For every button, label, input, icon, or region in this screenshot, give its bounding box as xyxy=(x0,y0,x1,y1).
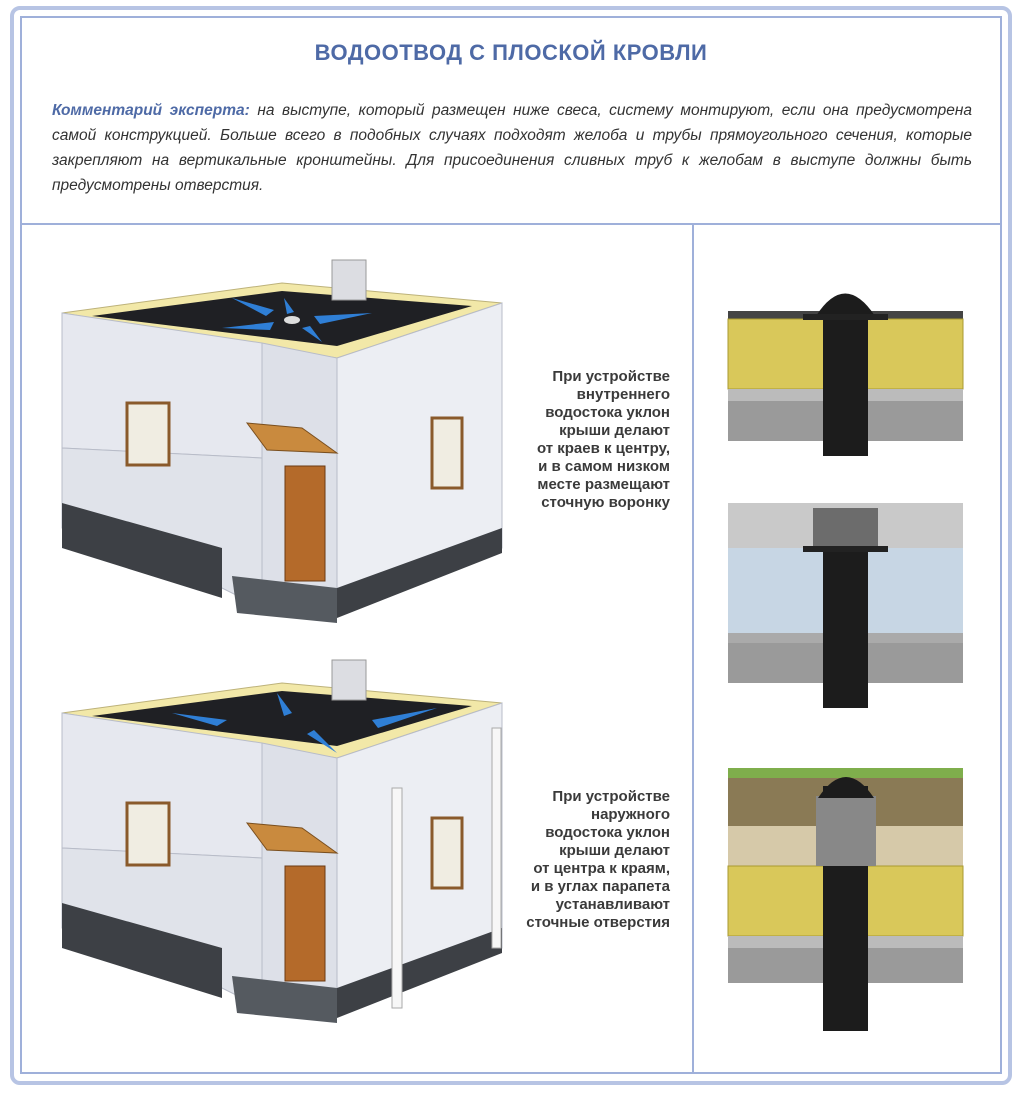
window-left xyxy=(127,403,169,465)
expert-comment xyxy=(52,98,972,198)
external-drain-caption: При устройстве наружного водостока уклон крыши делают от центра к краям, и в углах парапета устанавливают сточные отверстия xyxy=(526,788,670,931)
funnel-section-3 xyxy=(708,756,968,1031)
house-internal-drain-illustration xyxy=(52,258,512,638)
funnel-section-2 xyxy=(708,498,968,708)
comment-lead: Комментарий эксперта: xyxy=(52,102,250,119)
entrance-door xyxy=(285,466,325,581)
content-box xyxy=(20,16,1002,1074)
funnel-section-1 xyxy=(708,256,968,456)
funnel-body xyxy=(816,796,876,866)
window-right xyxy=(432,818,462,888)
comment-text: на выступе, который размещен ниже свеса, систему монтируют, если она предусмотрена самой конструкцией. Больше всего в подобных случаях подходят желоба и трубы прямоугольного сечения, которые закрепляют на вертикальные кронштейны. Для присоединения сливных труб к желобам в выступе должны быть предусмотрены отверстия. xyxy=(52,102,972,194)
horizontal-divider xyxy=(22,223,1000,225)
vent-stack xyxy=(332,660,366,700)
vent-stack xyxy=(332,260,366,300)
vertical-divider xyxy=(692,225,694,1074)
page-title: ВОДООТВОД С ПЛОСКОЙ КРОВЛИ xyxy=(314,40,708,65)
grass-layer xyxy=(728,768,963,778)
downpipe-front xyxy=(392,788,402,1008)
window-left xyxy=(127,803,169,865)
house-external-drain-illustration xyxy=(52,658,512,1038)
funnel-top xyxy=(813,508,878,548)
roof-funnel xyxy=(284,316,300,324)
pipe xyxy=(823,311,868,456)
flange xyxy=(803,314,888,320)
internal-drain-caption: При устройстве внутреннего водостока уклон крыши делают от краев к центру, и в самом низком месте размещают сточную воронку xyxy=(536,368,670,511)
entrance-door xyxy=(285,866,325,981)
funnel-grate xyxy=(816,294,875,317)
flange xyxy=(803,546,888,552)
window-right xyxy=(432,418,462,488)
